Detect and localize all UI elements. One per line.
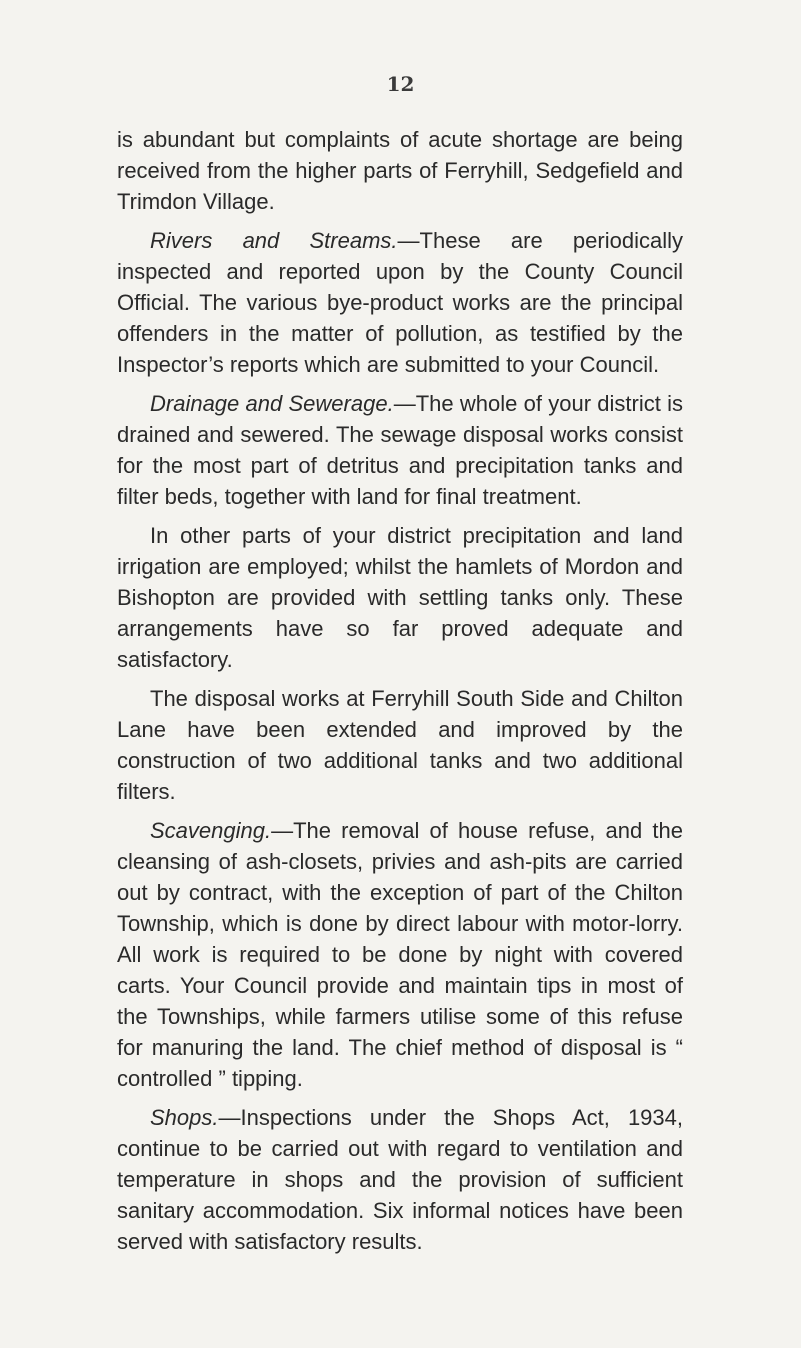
paragraph-text: —Inspections under the Shops Act, 1934, continue to be carried out with regard to ventilation and temperature in shops and the provision of sufficient sanitary accommodation. Six informal notices have been served with satisfactory results. — [117, 1105, 683, 1254]
paragraph-precipitation — [117, 520, 683, 675]
text-body — [117, 124, 683, 1265]
section-heading-drainage-and-sewerage: Drainage and Sewerage. — [150, 391, 394, 416]
paragraph-text: —The whole of your district is drained and sewered. The sewage disposal works consist for the most part of detritus and precipitation tanks and filter beds, together with land for final treatment. — [117, 391, 684, 509]
page-number: 12 — [386, 72, 415, 96]
paragraph-drainage-and-sewerage — [117, 388, 683, 512]
paragraph-scavenging — [117, 815, 683, 1094]
paragraph-shops — [117, 1102, 683, 1257]
paragraph-water-supply — [117, 124, 683, 217]
paragraph-text: In other parts of your district precipitation and land irrigation are employed; whilst the hamlets of Mordon and Bishopton are provided with settling tanks only. These arrangements have so far proved adequate and satisfactory. — [117, 523, 683, 672]
section-heading-scavenging: Scavenging. — [150, 818, 272, 843]
paragraph-text: —These are periodically inspected and reported upon by the County Council Official. The various bye-product works are the principal offenders in the matter of pollution, as testified by the Inspector’s reports which are submitted to your Council. — [117, 228, 683, 377]
paragraph-disposal-works — [117, 683, 683, 807]
paragraph-text: The disposal works at Ferryhill South Side and Chilton Lane have been extended and improved by the construction of two additional tanks and two additional filters. — [117, 686, 683, 804]
paragraph-text: —The removal of house refuse, and the cleansing of ash-closets, privies and ash-pits are carried out by contract, with the exception of part of the Chilton Township, which is done by direct labour with motor-lorry. All work is required to be done by night with covered carts. Your Council provide and maintain tips in most of the Townships, while farmers utilise some of this refuse for manuring the land. The chief method of disposal is “ controlled ” tipping. — [117, 818, 683, 1091]
section-heading-shops: Shops. — [150, 1105, 219, 1130]
section-heading-rivers-and-streams: Rivers and Streams. — [150, 228, 398, 253]
paragraph-rivers-and-streams — [117, 225, 683, 380]
paragraph-text: is abundant but complaints of acute shortage are being received from the higher parts of Ferryhill, Sedgefield and Trimdon Village. — [117, 127, 683, 214]
